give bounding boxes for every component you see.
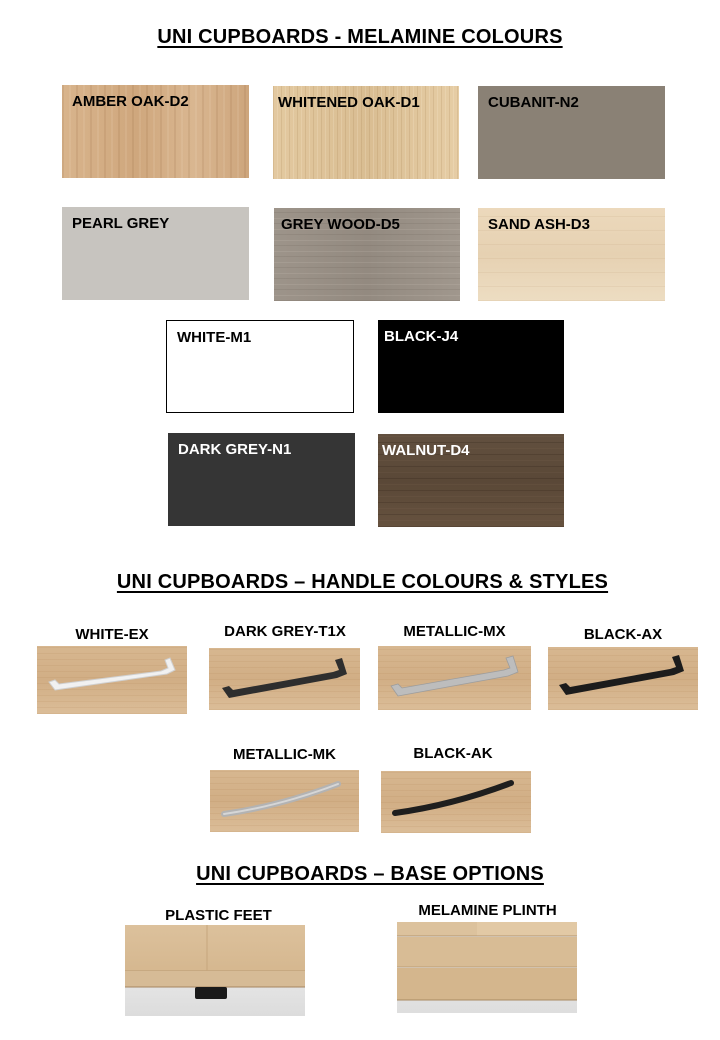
swatch-black — [378, 320, 564, 413]
swatch-sand-ash — [478, 208, 665, 301]
handle-white-ex — [37, 646, 187, 714]
handles-section-title: UNI CUPBOARDS – HANDLE COLOURS & STYLES — [116, 571, 609, 593]
handle-label-metallic-mx: METALLIC-MX — [403, 623, 506, 640]
handle-label-black-ak: BLACK-AK — [413, 745, 493, 762]
swatch-label: DARK GREY-N1 — [178, 441, 292, 458]
handle-label-dark-grey: DARK GREY-T1X — [224, 623, 346, 640]
handle-black-ak — [381, 771, 531, 833]
swatch-walnut — [378, 434, 564, 527]
bar-handle-icon — [548, 647, 698, 710]
swatch-whitened-oak — [273, 86, 459, 179]
swatch-label: BLACK-J4 — [384, 328, 459, 345]
swatch-grey-wood — [274, 208, 460, 301]
swatch-label: WALNUT-D4 — [382, 442, 470, 459]
swatch-label: PEARL GREY — [72, 215, 170, 232]
swatch-label: WHITENED OAK-D1 — [278, 94, 420, 111]
handle-dark-grey-t1x — [209, 648, 360, 710]
swatch-amber-oak — [62, 85, 249, 178]
handle-metallic-mk — [210, 770, 359, 832]
melamine-plinth-icon — [397, 922, 577, 1013]
swatch-dark-grey — [168, 433, 355, 526]
base-melamine-plinth-image — [397, 922, 577, 1013]
swatch-label: GREY WOOD-D5 — [281, 216, 400, 233]
swatch-label: CUBANIT-N2 — [488, 94, 579, 111]
base-section-title: UNI CUPBOARDS – BASE OPTIONS — [196, 863, 544, 885]
bar-handle-icon — [378, 646, 531, 710]
curved-handle-icon — [210, 770, 359, 832]
swatch-white — [166, 320, 354, 413]
bar-handle-icon — [209, 648, 360, 710]
swatch-cubanit — [478, 86, 665, 179]
base-label-plastic-feet: PLASTIC FEET — [165, 907, 272, 924]
swatch-label: SAND ASH-D3 — [488, 216, 590, 233]
curved-handle-icon — [381, 771, 531, 833]
base-label-melamine-plinth: MELAMINE PLINTH — [418, 902, 557, 919]
melamine-section-title: UNI CUPBOARDS - MELAMINE COLOURS — [157, 26, 563, 48]
handle-metallic-mx — [378, 646, 531, 710]
base-plastic-feet-image — [125, 925, 305, 1016]
bar-handle-icon — [37, 646, 187, 714]
handle-label-black-ax: BLACK-AX — [583, 626, 663, 643]
swatch-label: AMBER OAK-D2 — [72, 93, 189, 110]
handle-label-white-ex: WHITE-EX — [75, 626, 149, 643]
swatch-pearl-grey — [62, 207, 249, 300]
handle-black-ax — [548, 647, 698, 710]
handle-label-metallic-mk: METALLIC-MK — [232, 746, 337, 763]
swatch-label: WHITE-M1 — [177, 329, 252, 346]
plastic-feet-icon — [125, 925, 305, 1016]
